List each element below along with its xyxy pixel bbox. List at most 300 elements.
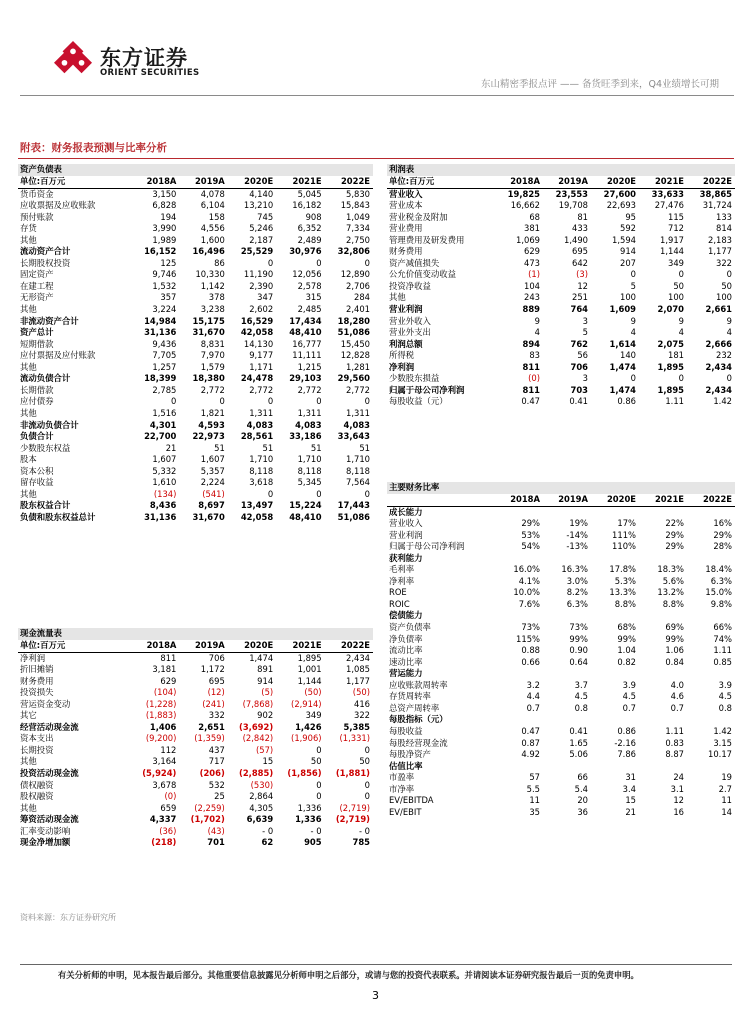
table-row: [387, 795, 735, 807]
row-label: 每股收益: [389, 725, 423, 736]
row-label: 少数股东权益: [20, 442, 71, 453]
value-cell: 914: [620, 246, 636, 257]
value-cell: 7.86: [617, 749, 636, 760]
value-cell: (541): [202, 488, 225, 499]
row-label: 长期借款: [20, 384, 54, 395]
value-cell: 706: [570, 361, 588, 372]
value-cell: 0: [316, 779, 322, 790]
year-header: 2018A: [131, 176, 179, 188]
row-label: 其它: [20, 710, 37, 721]
value-cell: 3.1: [670, 783, 684, 794]
value-cell: 194: [160, 211, 177, 222]
value-cell: 0: [364, 744, 370, 755]
value-cell: 2,785: [152, 384, 177, 395]
row-label: 非流动资产合计: [20, 315, 79, 326]
value-cell: 811: [160, 652, 177, 663]
value-cell: 0: [171, 396, 177, 407]
value-cell: 0: [316, 396, 322, 407]
section-title: 资产负债表: [18, 164, 131, 176]
value-cell: 1,917: [660, 234, 684, 245]
value-cell: 5,357: [200, 465, 225, 476]
value-cell: 0: [364, 791, 370, 802]
value-cell: [495, 506, 543, 518]
value-cell: 33,186: [289, 431, 322, 442]
table-row: [387, 223, 735, 235]
value-cell: 1,579: [200, 361, 225, 372]
value-cell: 0.86: [617, 396, 636, 407]
value-cell: 12: [673, 795, 684, 806]
value-cell: 4.1%: [518, 575, 540, 586]
value-cell: 889: [522, 304, 540, 315]
value-cell: 0.90: [569, 645, 588, 656]
value-cell: [591, 553, 639, 565]
value-cell: 1,281: [346, 361, 370, 372]
section-fill: [179, 628, 227, 640]
section-fill: [687, 482, 735, 494]
value-cell: 349: [668, 257, 684, 268]
value-cell: 16,662: [510, 200, 540, 211]
value-cell: - 0: [262, 825, 274, 836]
value-cell: 7,334: [346, 223, 370, 234]
value-cell: 437: [208, 744, 225, 755]
value-cell: 99%: [665, 633, 684, 644]
value-cell: 3.4: [622, 783, 636, 794]
value-cell: 115%: [516, 633, 540, 644]
section-fill: [131, 628, 179, 640]
value-cell: 2,070: [657, 304, 684, 315]
value-cell: 2,750: [346, 234, 370, 245]
table-row: [387, 599, 735, 611]
value-cell: 3.9: [718, 679, 732, 690]
table-row: [387, 737, 735, 749]
value-cell: 592: [620, 223, 636, 234]
table-row: [387, 703, 735, 715]
value-cell: 0.82: [617, 656, 636, 667]
page-number: 3: [372, 989, 379, 1002]
value-cell: 1,490: [564, 234, 588, 245]
table-row: [18, 200, 373, 212]
value-cell: 1,069: [516, 234, 540, 245]
value-cell: 1,336: [295, 814, 322, 825]
value-cell: 13.2%: [657, 587, 684, 598]
value-cell: 6,104: [200, 200, 225, 211]
table-row: [387, 622, 735, 634]
table-row: [387, 396, 735, 408]
value-cell: 5.4: [574, 783, 588, 794]
row-label: 长期投资: [20, 744, 54, 755]
value-cell: 28%: [713, 541, 732, 552]
row-label: 其他: [20, 361, 37, 372]
row-label: 股权融资: [20, 791, 54, 802]
value-cell: 347: [257, 292, 274, 303]
table-row: [387, 385, 735, 397]
value-cell: 50: [310, 756, 322, 767]
value-cell: 31,724: [702, 200, 732, 211]
row-label: 固定资产: [20, 269, 54, 280]
value-cell: 69%: [665, 622, 684, 633]
value-cell: 17.8%: [609, 564, 636, 575]
value-cell: 0: [678, 373, 684, 384]
table-row: [18, 316, 373, 328]
value-cell: 6,352: [297, 223, 322, 234]
value-cell: 42,058: [240, 327, 274, 338]
value-cell: (2,259): [194, 802, 225, 813]
value-cell: 0.47: [521, 396, 540, 407]
value-cell: 1,600: [200, 234, 225, 245]
value-cell: 2,075: [657, 338, 684, 349]
value-cell: 38,865: [699, 188, 732, 199]
value-cell: 378: [208, 292, 225, 303]
table-row: [387, 269, 735, 281]
table-row: [387, 339, 735, 351]
value-cell: 4,556: [200, 223, 225, 234]
value-cell: 4,083: [246, 419, 274, 430]
value-cell: 0: [316, 257, 322, 268]
value-cell: 22,693: [606, 200, 636, 211]
value-cell: 57: [529, 772, 540, 783]
table-row: [18, 454, 373, 466]
value-cell: 28,561: [240, 431, 274, 442]
section-fill: [495, 482, 543, 494]
table-row: [18, 768, 373, 780]
value-cell: 8,436: [149, 500, 177, 511]
year-header: 2020E: [591, 176, 639, 188]
value-cell: 4.5: [622, 691, 636, 702]
value-cell: 2,187: [249, 234, 274, 245]
value-cell: 1,594: [612, 234, 636, 245]
value-cell: 762: [570, 338, 588, 349]
value-cell: 4,301: [149, 419, 177, 430]
value-cell: (1,906): [291, 733, 322, 744]
value-cell: 66%: [713, 622, 732, 633]
table-row: [387, 680, 735, 692]
value-cell: 3,238: [200, 304, 225, 315]
table-row: [387, 304, 735, 316]
value-cell: 7,970: [200, 350, 225, 361]
year-header: 2019A: [179, 640, 227, 652]
table-row: [18, 814, 373, 826]
value-cell: 1.06: [665, 645, 684, 656]
value-cell: 0: [316, 744, 322, 755]
table-row: [18, 327, 373, 339]
value-cell: 381: [524, 223, 540, 234]
value-cell: 2,706: [346, 280, 370, 291]
unit-label: 单位:百万元: [387, 176, 495, 188]
value-cell: 3,990: [152, 223, 177, 234]
value-cell: 14,130: [243, 338, 274, 349]
value-cell: 12: [577, 280, 588, 291]
row-label: 资产减值损失: [389, 257, 440, 268]
value-cell: 332: [208, 710, 225, 721]
section-title: 利润表: [387, 164, 495, 176]
value-cell: 717: [208, 756, 225, 767]
value-cell: 25: [214, 791, 225, 802]
value-cell: 99%: [569, 633, 588, 644]
value-cell: (50): [352, 687, 370, 698]
page-title: 附表：财务报表预测与比率分析: [20, 142, 167, 154]
value-cell: [687, 610, 735, 622]
row-label: 经营活动现金流: [20, 721, 79, 732]
value-cell: 811: [522, 361, 540, 372]
value-cell: 0.41: [569, 725, 588, 736]
value-cell: [495, 553, 543, 565]
value-cell: 0.83: [665, 737, 684, 748]
value-cell: [543, 553, 591, 565]
value-cell: 25,529: [240, 246, 274, 257]
value-cell: 4.0: [670, 679, 684, 690]
row-label: 存货: [20, 223, 37, 234]
row-label: 货币资金: [20, 188, 54, 199]
row-label: 估值比率: [389, 760, 423, 771]
table-row: [18, 791, 373, 803]
value-cell: 5,830: [346, 188, 370, 199]
value-cell: 1.11: [665, 725, 684, 736]
value-cell: 1.42: [713, 725, 732, 736]
value-cell: -2.16: [614, 737, 636, 748]
row-label: 筹资活动现金流: [20, 814, 79, 825]
value-cell: 2,661: [705, 304, 732, 315]
value-cell: (0): [164, 791, 177, 802]
footer-divider: [20, 964, 732, 965]
value-cell: 0: [364, 779, 370, 790]
value-cell: 32,806: [337, 246, 370, 257]
value-cell: 891: [257, 664, 274, 675]
value-cell: 4.6: [670, 691, 684, 702]
value-cell: 357: [160, 292, 177, 303]
section-fill: [543, 482, 591, 494]
value-cell: 2,578: [297, 280, 322, 291]
row-label: EV/EBIT: [389, 806, 422, 817]
table-row: [18, 652, 373, 664]
table-row: [18, 281, 373, 293]
row-label: 资本公积: [20, 465, 54, 476]
value-cell: (1,856): [287, 768, 322, 779]
value-cell: 1,406: [149, 721, 177, 732]
value-cell: 13.3%: [609, 587, 636, 598]
row-label: 净负债率: [389, 633, 423, 644]
value-cell: 10.0%: [513, 587, 540, 598]
value-cell: 14: [721, 806, 732, 817]
row-label: 净利润: [389, 361, 415, 372]
value-cell: 2,434: [705, 384, 732, 395]
table-row: [18, 664, 373, 676]
table-row: [387, 316, 735, 328]
value-cell: 642: [572, 257, 588, 268]
row-label: 在建工程: [20, 280, 54, 291]
value-cell: 56: [577, 350, 588, 361]
value-cell: 1,257: [152, 361, 177, 372]
year-header: 2020E: [228, 640, 276, 652]
row-label: 资本支出: [20, 733, 54, 744]
row-label: 每股经营现金流: [389, 737, 448, 748]
row-label: 其他: [389, 292, 406, 303]
value-cell: 5.06: [569, 749, 588, 760]
value-cell: 1,142: [200, 280, 225, 291]
value-cell: 48,410: [289, 327, 322, 338]
table-row: [387, 292, 735, 304]
value-cell: 9: [726, 315, 732, 326]
section-title: 现金流量表: [18, 628, 131, 640]
table-row: [18, 687, 373, 699]
row-label: 营业外支出: [389, 327, 431, 338]
value-cell: 18,380: [192, 373, 225, 384]
value-cell: 81: [577, 211, 588, 222]
value-cell: 703: [570, 384, 588, 395]
value-cell: [639, 506, 687, 518]
value-cell: (1): [528, 269, 540, 280]
value-cell: 21: [165, 442, 177, 453]
value-cell: (43): [207, 825, 225, 836]
company-logo: [54, 40, 214, 82]
value-cell: 1.65: [569, 737, 588, 748]
table-row: [387, 200, 735, 212]
value-cell: 4.5: [718, 691, 732, 702]
value-cell: - 0: [310, 825, 322, 836]
value-cell: 73%: [569, 622, 588, 633]
value-cell: 19: [721, 772, 732, 783]
row-label: 长期股权投资: [20, 257, 71, 268]
value-cell: 9: [678, 315, 684, 326]
value-cell: 3,150: [152, 188, 177, 199]
value-cell: 19,825: [507, 188, 540, 199]
value-cell: 16,529: [240, 315, 274, 326]
row-label: 每股指标（元）: [389, 714, 448, 725]
value-cell: (104): [153, 687, 177, 698]
value-cell: 99%: [617, 633, 636, 644]
value-cell: 4: [678, 327, 684, 338]
table-row: [387, 188, 735, 200]
value-cell: 4.92: [521, 749, 540, 760]
value-cell: 0: [726, 373, 732, 384]
value-cell: 21: [625, 806, 636, 817]
value-cell: 1,171: [249, 361, 274, 372]
report-header-line: 东山精密季报点评 —— 备货旺季到来，Q4业绩增长可期: [480, 79, 719, 90]
row-label: 总资产周转率: [389, 702, 440, 713]
value-cell: 16.3%: [561, 564, 588, 575]
row-label: 营业费用: [389, 223, 423, 234]
value-cell: [543, 610, 591, 622]
value-cell: 31,136: [144, 327, 177, 338]
value-cell: (241): [202, 698, 225, 709]
value-cell: 15: [262, 756, 274, 767]
value-cell: 5,246: [249, 223, 274, 234]
value-cell: 18.3%: [657, 564, 684, 575]
value-cell: [543, 714, 591, 726]
column-header-row: [387, 494, 735, 506]
value-cell: 349: [305, 710, 322, 721]
value-cell: 8,697: [198, 500, 225, 511]
value-cell: 315: [305, 292, 322, 303]
value-cell: 0: [364, 257, 370, 268]
value-cell: 51: [214, 442, 225, 453]
value-cell: 1,895: [297, 652, 322, 663]
value-cell: (1,883): [145, 710, 177, 721]
value-cell: 12,828: [340, 350, 370, 361]
table-row: [387, 634, 735, 646]
value-cell: 29%: [665, 541, 684, 552]
row-label: 财务费用: [389, 246, 423, 257]
table-row: [18, 443, 373, 455]
row-label: 股东权益合计: [20, 500, 71, 511]
row-label: 负债合计: [20, 431, 54, 442]
subsection-row: [387, 610, 735, 622]
value-cell: (206): [199, 768, 225, 779]
value-cell: 15,175: [192, 315, 225, 326]
value-cell: 5,045: [297, 188, 322, 199]
value-cell: 2,390: [249, 280, 274, 291]
value-cell: 53%: [521, 529, 540, 540]
data-source-note: 资料来源：东方证券研究所: [20, 913, 116, 922]
column-header-row: [18, 176, 373, 188]
value-cell: 8,118: [297, 465, 322, 476]
row-label: 负债和股东权益总计: [20, 511, 96, 522]
value-cell: 66: [577, 772, 588, 783]
value-cell: 17,434: [289, 315, 322, 326]
value-cell: 322: [716, 257, 732, 268]
logo-chinese-name: 东方证券: [100, 46, 188, 70]
value-cell: 3,181: [152, 664, 177, 675]
value-cell: 27,600: [603, 188, 636, 199]
row-label: 市净率: [389, 783, 415, 794]
value-cell: 1,989: [152, 234, 177, 245]
value-cell: [495, 761, 543, 773]
value-cell: 4: [726, 327, 732, 338]
row-label: 其他: [20, 304, 37, 315]
value-cell: 2,772: [346, 384, 370, 395]
value-cell: 908: [305, 211, 322, 222]
row-label: EV/EBITDA: [389, 795, 434, 806]
value-cell: 73%: [521, 622, 540, 633]
value-cell: 1,895: [657, 384, 684, 395]
value-cell: 16.0%: [513, 564, 540, 575]
value-cell: 745: [257, 211, 274, 222]
value-cell: 1,177: [346, 675, 370, 686]
table-row: [18, 396, 373, 408]
value-cell: 1,474: [609, 361, 636, 372]
table-row: [18, 699, 373, 711]
table-row: [18, 246, 373, 258]
value-cell: 3.9: [622, 679, 636, 690]
subsection-row: [387, 668, 735, 680]
value-cell: [543, 761, 591, 773]
row-label: 流动资产合计: [20, 246, 71, 257]
value-cell: 16,152: [144, 246, 177, 257]
value-cell: 22,700: [144, 431, 177, 442]
value-cell: 243: [524, 292, 540, 303]
table-row: [18, 223, 373, 235]
value-cell: [591, 610, 639, 622]
section-fill: [639, 482, 687, 494]
value-cell: 50: [673, 280, 684, 291]
value-cell: 3,164: [152, 756, 177, 767]
value-cell: 1,614: [609, 338, 636, 349]
value-cell: 1,532: [152, 280, 177, 291]
row-label: 营业税金及附加: [389, 211, 448, 222]
section-fill: [495, 164, 543, 176]
row-label: 流动比率: [389, 645, 423, 656]
table-row: [387, 258, 735, 270]
value-cell: 23,553: [555, 188, 588, 199]
value-cell: 100: [620, 292, 636, 303]
section-fill: [228, 628, 276, 640]
year-header: 2019A: [179, 176, 227, 188]
table-row: [387, 587, 735, 599]
value-cell: 29%: [521, 518, 540, 529]
balance-sheet-table: [18, 164, 373, 523]
table-row: [387, 373, 735, 385]
unit-label: [387, 494, 495, 506]
value-cell: 0.7: [526, 702, 540, 713]
